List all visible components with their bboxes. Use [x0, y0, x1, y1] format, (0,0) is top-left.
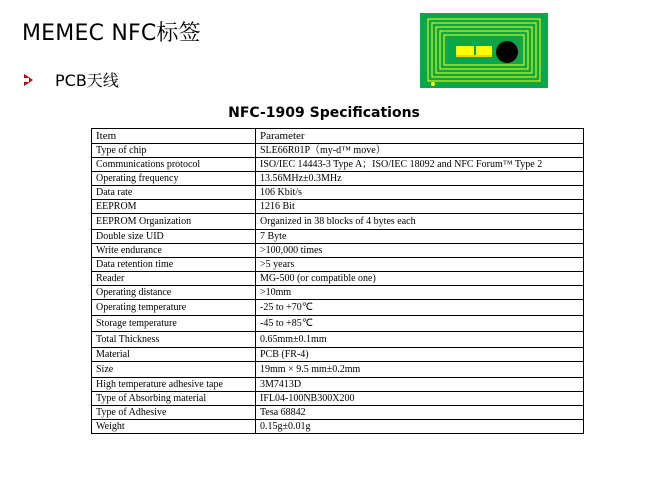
table-row: [92, 316, 584, 332]
spec-item: EEPROM Organization: [92, 214, 256, 230]
bullet-text: PCB天线: [55, 71, 119, 90]
table-row: [92, 244, 584, 258]
spec-item: Operating frequency: [92, 172, 256, 186]
spec-item: High temperature adhesive tape: [92, 378, 256, 392]
table-row: [92, 186, 584, 200]
spec-item: Type of chip: [92, 144, 256, 158]
spec-value: 13.56MHz±0.3MHz: [256, 172, 584, 186]
spec-value: Tesa 68842: [256, 406, 584, 420]
table-row: [92, 272, 584, 286]
spec-item: Type of Adhesive: [92, 406, 256, 420]
spec-item: Write endurance: [92, 244, 256, 258]
spec-item: Double size UID: [92, 230, 256, 244]
table-row: [92, 286, 584, 300]
spec-value: ISO/IEC 14443-3 Type A；ISO/IEC 18092 and NFC Forum™ Type 2: [256, 158, 584, 172]
spec-value: 7 Byte: [256, 230, 584, 244]
table-row: [92, 332, 584, 348]
table-row: [92, 406, 584, 420]
table-row: [92, 144, 584, 158]
table-header-row: [92, 129, 584, 144]
table-row: [92, 172, 584, 186]
spec-item: Material: [92, 348, 256, 362]
spec-table-title: NFC-1909 Specifications: [228, 105, 420, 121]
spec-item: Data retention time: [92, 258, 256, 272]
spec-value: MG-500 (or compatible one): [256, 272, 584, 286]
pcb-antenna-tag-photo: [420, 13, 548, 88]
spec-value: 106 Kbit/s: [256, 186, 584, 200]
spec-value: >10mm: [256, 286, 584, 300]
spec-item: Type of Absorbing material: [92, 392, 256, 406]
spec-table: [91, 128, 584, 434]
spec-item: Communications protocol: [92, 158, 256, 172]
spec-item: Operating distance: [92, 286, 256, 300]
spec-value: -45 to +85℃: [256, 316, 584, 332]
table-row: [92, 230, 584, 244]
header-parameter: Parameter: [256, 129, 584, 144]
spec-item: Total Thickness: [92, 332, 256, 348]
spec-value: >5 years: [256, 258, 584, 272]
spec-value: SLE66R01P（my-d™ move）: [256, 144, 584, 158]
spec-value: -25 to +70℃: [256, 300, 584, 316]
table-row: [92, 420, 584, 434]
spec-item: Size: [92, 362, 256, 378]
spec-value: 0.65mm±0.1mm: [256, 332, 584, 348]
spec-value: IFL04-100NB300X200: [256, 392, 584, 406]
spec-value: 19mm × 9.5 mm±0.2mm: [256, 362, 584, 378]
spec-item: Operating temperature: [92, 300, 256, 316]
table-row: [92, 300, 584, 316]
table-row: [92, 158, 584, 172]
spec-value: Organized in 38 blocks of 4 bytes each: [256, 214, 584, 230]
spec-value: 0.15g±0.01g: [256, 420, 584, 434]
spec-item: EEPROM: [92, 200, 256, 214]
spec-value: 1216 Bit: [256, 200, 584, 214]
table-row: [92, 200, 584, 214]
table-row: [92, 348, 584, 362]
table-row: [92, 362, 584, 378]
spec-item: Reader: [92, 272, 256, 286]
table-row: [92, 258, 584, 272]
bullet-item: [24, 68, 119, 91]
slide-title: MEMEC NFC标签: [22, 21, 201, 46]
spec-value: PCB (FR-4): [256, 348, 584, 362]
spec-value: >100,000 times: [256, 244, 584, 258]
spec-item: Storage temperature: [92, 316, 256, 332]
spec-item: Weight: [92, 420, 256, 434]
table-row: [92, 392, 584, 406]
table-row: [92, 214, 584, 230]
table-row: [92, 378, 584, 392]
spec-item: Data rate: [92, 186, 256, 200]
arrow-bullet-icon: [24, 74, 33, 86]
header-item: Item: [92, 129, 256, 144]
spec-value: 3M7413D: [256, 378, 584, 392]
pcb-antenna-image: [420, 13, 548, 88]
